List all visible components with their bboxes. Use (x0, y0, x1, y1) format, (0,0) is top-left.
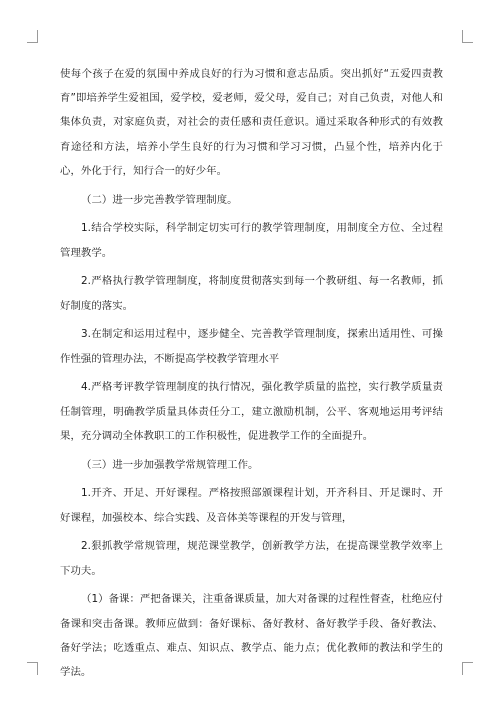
paragraph-item-2-4: 4.严格考评教学管理制度的执行情况，强化教学质量的监控，实行教学质量责任制管理，明确教学质量具体责任分工，建立激励机制，公平、客观地运用考评结果，充分调动全体教职工的工作积极性，促进教学工作的全面提升。 (60, 381, 443, 442)
paragraph-item-2-2: 2.严格执行教学管理制度，将制度贯彻落实到每一个教研组、每一名教师，抓好制度的落实。 (60, 275, 443, 312)
paragraph-item-2-3: 3.在制定和运用过程中，逐步健全、完善教学管理制度，探索出适用性、可操作性强的管理办法，不断提高学校教学管理水平 (60, 328, 443, 365)
crop-mark-bottom-left (27, 662, 38, 675)
paragraph-item-3-2: 2.狠抓教学常规管理，规范课堂教学，创新教学方法，在提高课堂教学效率上下功夫。 (60, 540, 443, 577)
paragraph-item-2-1: 1.结合学校实际，科学制定切实可行的教学管理制度，用制度全方位、全过程管理教学。 (60, 222, 443, 259)
crop-mark-bottom-right (462, 662, 473, 675)
document-body (60, 62, 443, 689)
crop-mark-top-left (27, 30, 38, 43)
paragraph-section-heading-2: （二）进一步完善教学管理制度。 (81, 193, 238, 206)
paragraph-intro-continued: 使每个孩子在爱的氛围中养成良好的行为习惯和意志品质。突出抓好“五爱四责教育”即培养学生爱祖国，爱学校，爱老师，爱父母，爱自己；对自己负责，对他人和集体负责，对家庭负责，对社会的责任感和责任意识。通过采取各种形式的有效教育途径和方法，培养小学生良好的行为习惯和学习习惯，凸显个性，培养内化于心，外化于行，知行合一的好少年。 (60, 68, 443, 177)
crop-mark-top-right (462, 30, 473, 43)
paragraph-item-3-1: 1.开齐、开足、开好课程。严格按照部颁课程计划，开齐科目、开足课时、开好课程，加强校本、综合实践、及音体美等课程的开发与管理， (60, 487, 443, 524)
paragraph-section-heading-3: （三）进一步加强教学常规管理工作。 (81, 458, 259, 471)
paragraph-item-3-2-1: （1）备课：严把备课关，注重备课质量，加大对备课的过程性督查，杜绝应付备课和突击备课。教师应做到：备好课标、备好教材、备好教学手段、备好教法、备好学法；吃透重点、难点、知识点、教学点、能力点；优化教师的教法和学生的学法。 (60, 593, 443, 679)
